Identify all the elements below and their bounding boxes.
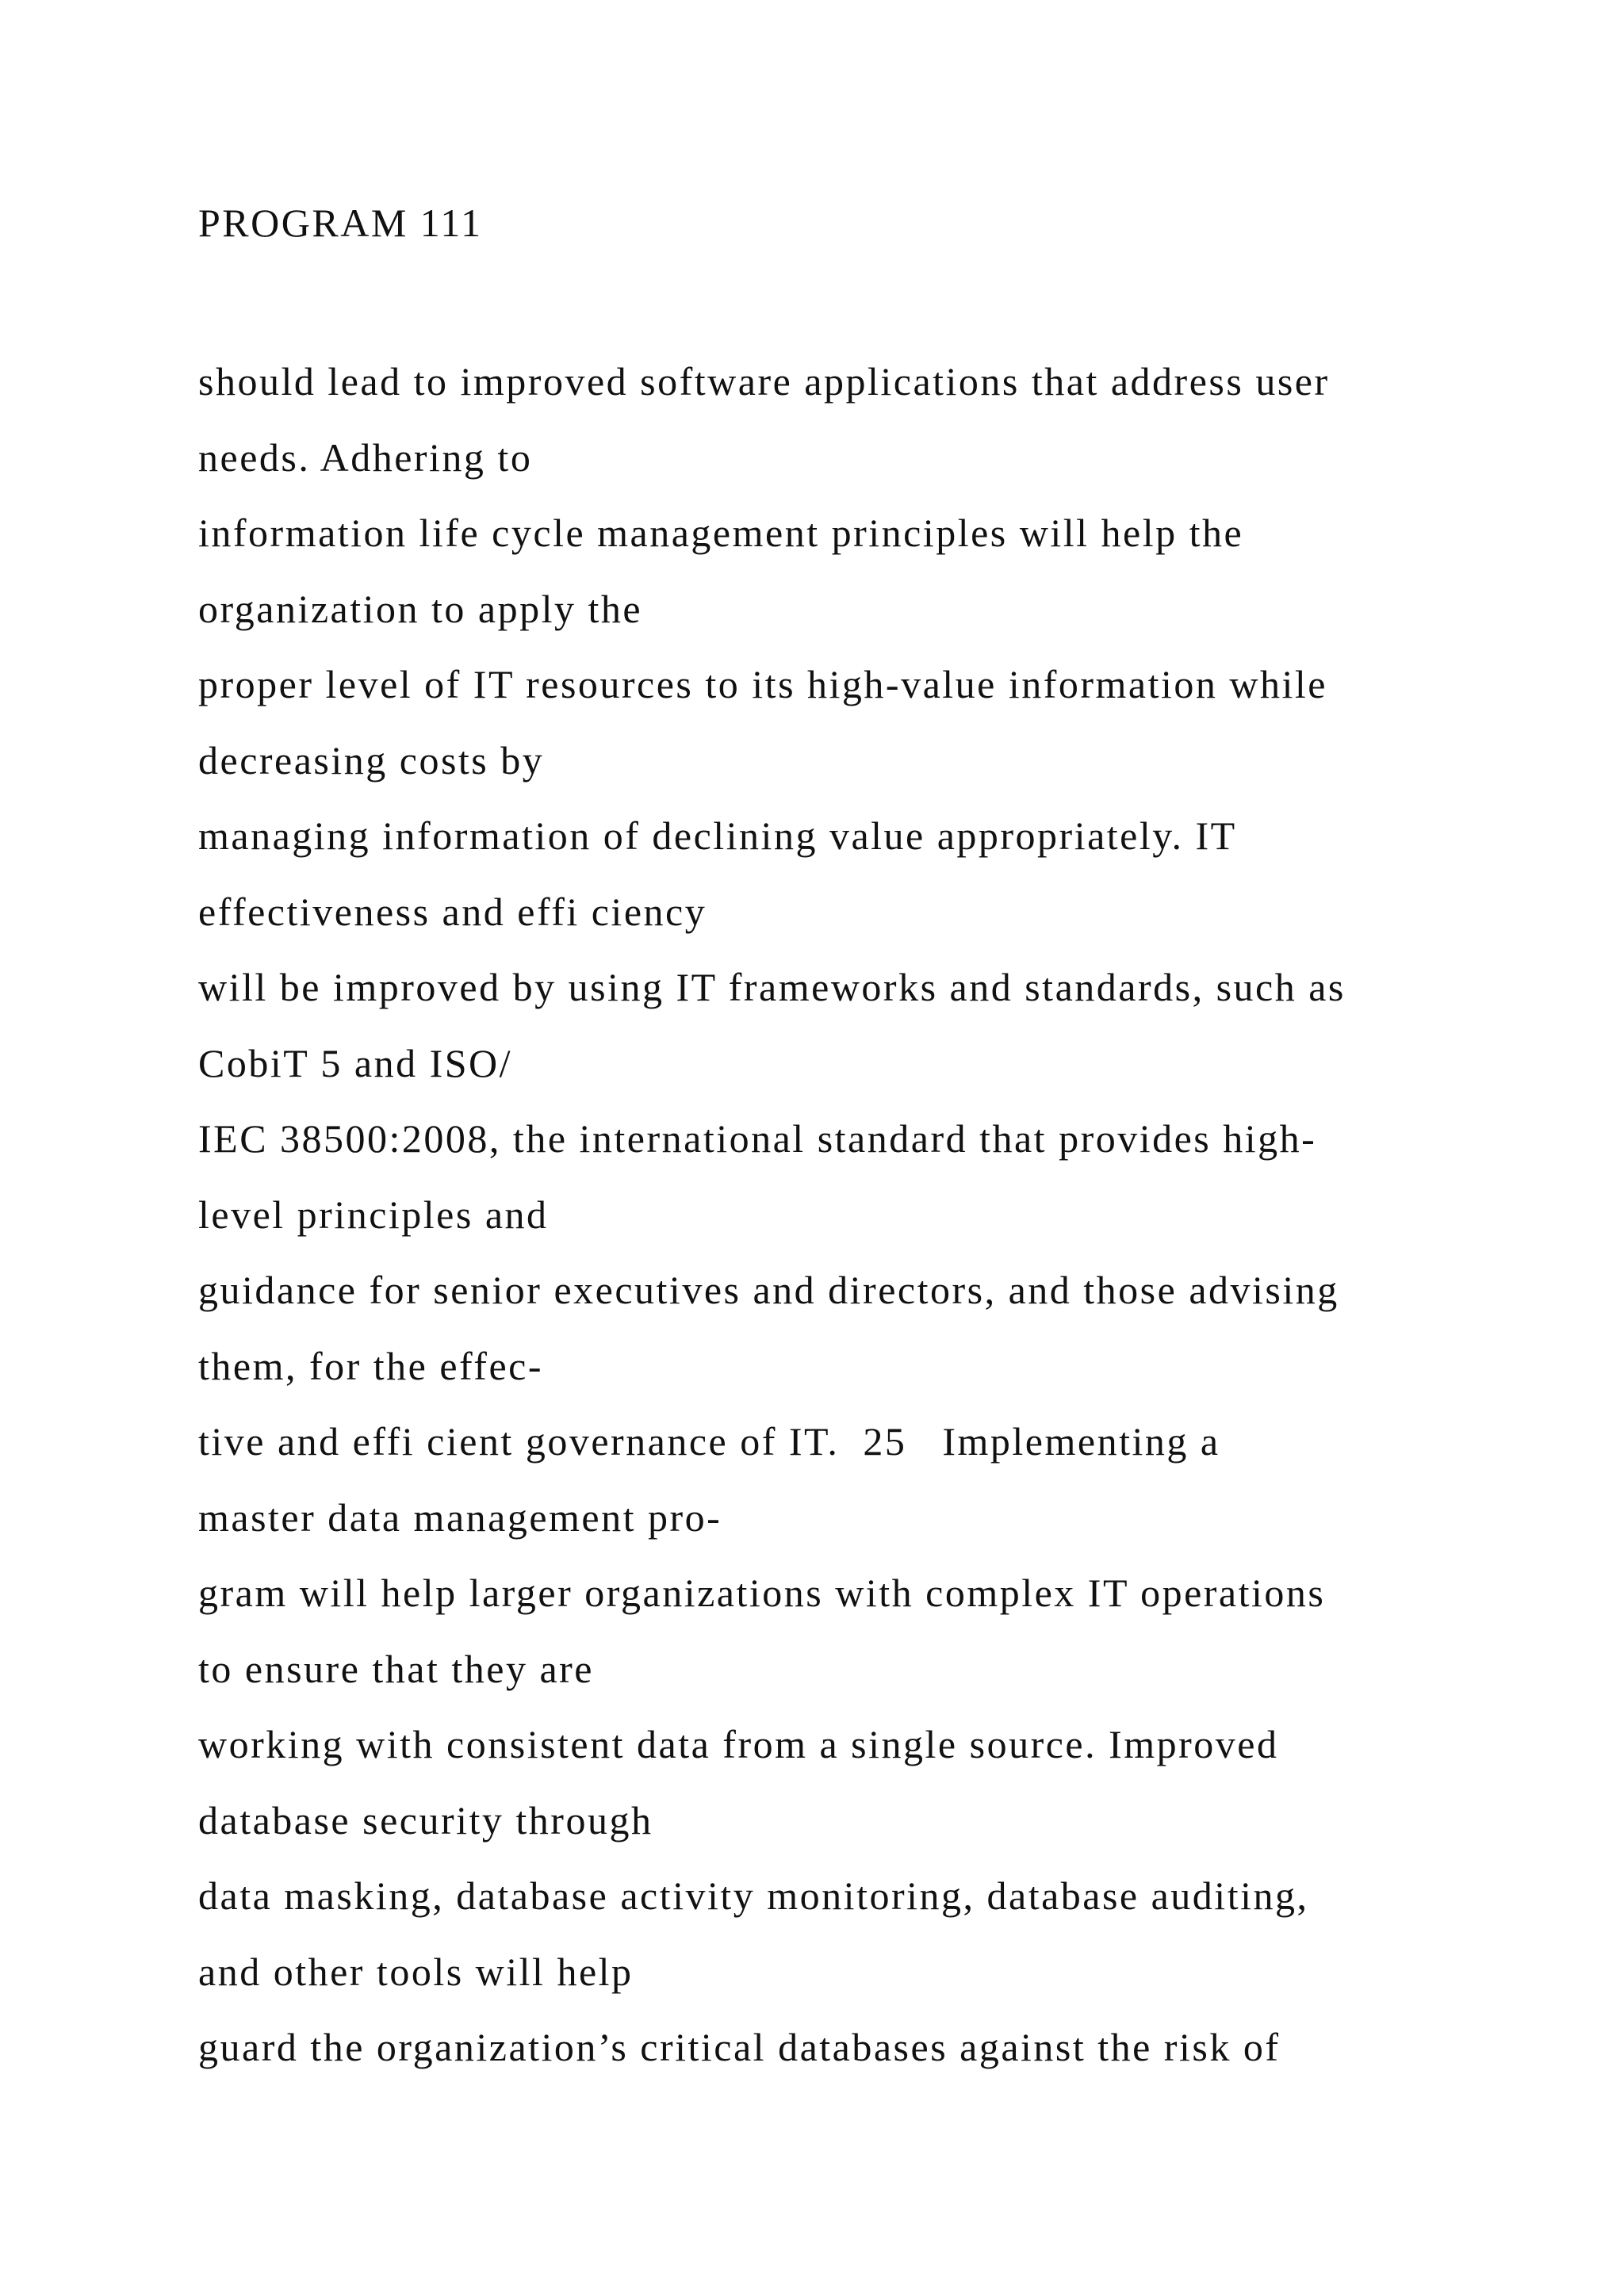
page-header: PROGRAM 111	[198, 201, 483, 245]
text-line: CobiT 5 and ISO/	[198, 1040, 513, 1085]
text-line: information life cycle management principles will help the	[198, 511, 1244, 555]
text-line: tive and effi cient governance of IT. 25 Implementing a	[198, 1419, 1220, 1464]
text-line: level principles and	[198, 1192, 549, 1237]
body-text	[198, 344, 1530, 2086]
text-line: and other tools will help	[198, 1949, 634, 1994]
text-line: database security through	[198, 1797, 653, 1843]
text-line: proper level of IT resources to its high-value information while	[198, 662, 1327, 706]
text-line: should lead to improved software applications that address user	[198, 359, 1330, 404]
text-line: effectiveness and effi ciency	[198, 889, 707, 934]
text-line: will be improved by using IT frameworks and standards, such as	[198, 965, 1346, 1009]
text-line: decreasing costs by	[198, 737, 545, 783]
text-line: gram will help larger organizations with complex IT operations	[198, 1571, 1326, 1615]
text-line: needs. Adhering to	[198, 434, 533, 480]
text-line: managing information of declining value appropriately. IT	[198, 813, 1237, 858]
text-line: IEC 38500:2008, the international standard that provides high-	[198, 1116, 1317, 1161]
text-line: to ensure that they are	[198, 1646, 594, 1691]
text-line: data masking, database activity monitoring, database auditing,	[198, 1873, 1309, 1918]
text-line: working with consistent data from a single source. Improved	[198, 1722, 1279, 1766]
text-line: guard the organization’s critical databases against the risk of	[198, 2025, 1281, 2069]
text-line: organization to apply the	[198, 586, 643, 631]
text-line: guidance for senior executives and directors, and those advising	[198, 1268, 1339, 1312]
text-line: master data management pro-	[198, 1494, 722, 1540]
text-line: them, for the effec-	[198, 1343, 543, 1388]
